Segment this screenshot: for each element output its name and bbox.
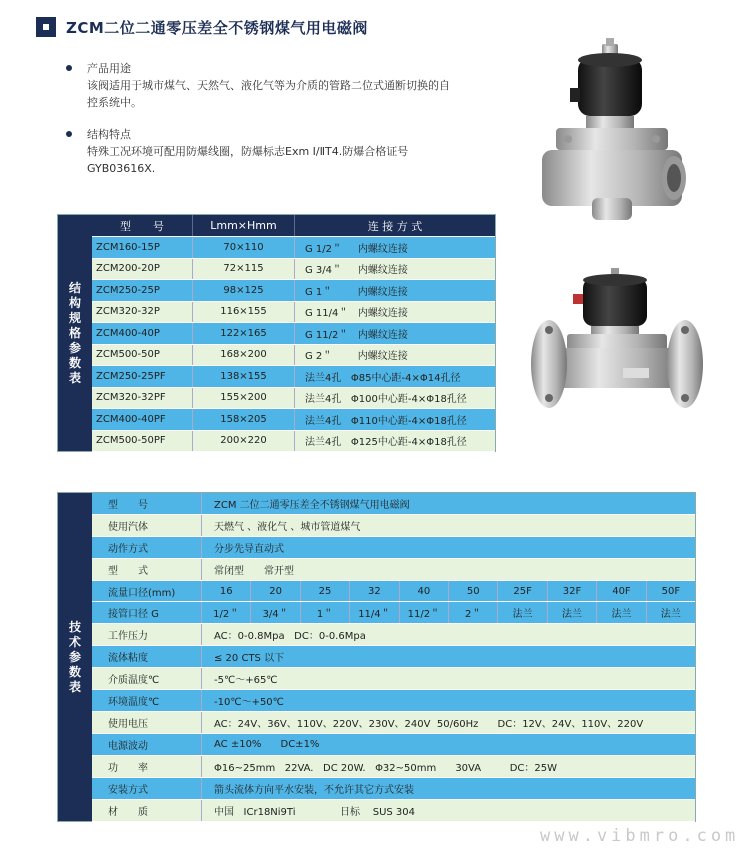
bore-cell: 25F [498,581,547,601]
table-row [92,388,495,410]
bore-cells [202,581,695,601]
header-size: Lmm×Hmm [193,215,295,236]
cell-size: 168×200 [193,345,295,366]
cell-size: 70×110 [193,237,295,258]
row-label: 使用电压 [92,712,202,733]
table-row [92,602,695,624]
table-row [92,537,695,559]
row-label: 流量口径(mm) [92,581,202,601]
cell-size: 138×155 [193,366,295,387]
bore-cell: 32F [548,581,597,601]
spec-table-side-label [58,215,92,451]
cell-model: ZCM400-40P [92,323,193,344]
row-label: 介质温度℃ [92,668,202,689]
title-bar [36,14,368,40]
table-header [92,215,495,237]
table-row [92,734,695,756]
bore-cell: 40 [400,581,449,601]
cell-model: ZCM250-25P [92,280,193,301]
row-value: ≤ 20 CTS 以下 [214,653,285,664]
cell-connection: G 1＂ 内螺纹连接 [305,286,408,298]
cell-model: ZCM160-15P [92,237,193,258]
spec-table [57,214,496,452]
row-value: Φ16~25mm 22VA. DC 20W. Φ32~50mm 30VA DC：25W [214,763,557,774]
cell-connection: G 1/2＂ 内螺纹连接 [305,243,408,255]
row-value: AC ±10% DC±1% [214,739,320,750]
row-label: 流体粘度 [92,646,202,667]
row-label: 使用汽体 [92,515,202,536]
pipe-cell: 11/2＂ [400,602,449,623]
cell-model: ZCM250-25PF [92,366,193,387]
side-char: 参 [68,649,81,664]
tech-table-grid [92,493,695,821]
cell-connection: 法兰4孔 Φ125中心距-4×Φ18孔径 [305,437,467,449]
table-row [92,431,495,453]
row-value: AC：0-0.8Mpa DC：0-0.6Mpa [214,631,366,642]
pipe-cell: 法兰 [548,602,597,623]
pipe-cell: 法兰 [498,602,547,623]
cell-connection: 法兰4孔 Φ110中心距-4×Φ18孔径 [305,415,467,427]
table-row [92,259,495,281]
cell-size: 98×125 [193,280,295,301]
side-char: 构 [68,295,81,310]
side-char: 结 [68,280,81,295]
usage-heading: 产品用途 [66,60,456,77]
row-label: 型 号 [92,493,202,514]
table-row [92,800,695,822]
side-char: 格 [68,325,81,340]
cell-size: 116×155 [193,302,295,323]
cell-model: ZCM400-40PF [92,409,193,430]
row-value: -10℃～+50℃ [214,697,284,708]
side-char: 技 [68,619,81,634]
watermark: www.vibmro.com [540,826,740,846]
usage-section [66,60,456,111]
spec-table-grid [92,215,495,451]
row-value: -5℃～+65℃ [214,675,278,686]
cell-size: 155×200 [193,388,295,409]
side-char: 表 [68,679,81,694]
table-row [92,756,695,778]
row-label: 电源波动 [92,734,202,755]
table-row [92,345,495,367]
bore-cell: 25 [301,581,350,601]
table-row [92,646,695,668]
side-char: 参 [68,340,81,355]
row-value: 天燃气 、液化气 、城市管道煤气 [214,522,361,533]
side-char: 术 [68,634,81,649]
bore-cell: 50 [449,581,498,601]
row-value: AC：24V、36V、110V、220V、230V、240V 50/60Hz DC：12V、24V、110V、220V [214,719,644,730]
table-row [92,778,695,800]
bore-cell: 16 [202,581,251,601]
side-char: 表 [68,370,81,385]
usage-body: 该阀适用于城市煤气、天然气、液化气等为介质的管路二位式通断切换的自控系统中。 [87,79,450,109]
cell-size: 122×165 [193,323,295,344]
cell-connection: G 11/2＂ 内螺纹连接 [305,329,408,341]
row-label: 动作方式 [92,537,202,558]
table-row [92,690,695,712]
side-char: 规 [68,310,81,325]
cell-model: ZCM500-50P [92,345,193,366]
bore-cell: 20 [251,581,300,601]
row-label: 功 率 [92,756,202,777]
row-label: 型 式 [92,559,202,580]
table-row [92,493,695,515]
pipe-cell: 1＂ [301,602,350,623]
row-label: 材 质 [92,800,202,821]
tech-table-side-label [58,493,92,821]
table-row [92,323,495,345]
bore-cell: 40F [597,581,646,601]
pipe-cells [202,602,695,623]
pipe-cell: 11/4＂ [350,602,399,623]
cell-connection: 法兰4孔 Φ100中心距-4×Φ18孔径 [305,394,467,406]
table-row [92,280,495,302]
row-value: ZCM 二位二通零压差全不锈钢煤气用电磁阀 [214,500,410,511]
pipe-cell: 1/2＂ [202,602,251,623]
row-label: 安装方式 [92,778,202,799]
pipe-cell: 2＂ [449,602,498,623]
structure-section [66,126,456,177]
row-value: 中国 ICr18Ni9Ti 日标 SUS 304 [214,807,416,818]
row-value: 箭头流体方向平水安装，不允许其它方式安装 [214,785,414,796]
cell-connection: G 3/4＂ 内螺纹连接 [305,265,408,277]
cell-size: 158×205 [193,409,295,430]
cell-size: 72×115 [193,259,295,280]
table-row [92,712,695,734]
table-row [92,515,695,537]
cell-size: 200×220 [193,431,295,452]
cell-model: ZCM200-20P [92,259,193,280]
structure-body: 特殊工况环境可配用防爆线圈，防爆标志Exm Ⅰ/ⅡT4.防爆合格证号GYB03616X. [87,145,409,175]
row-label: 接管口径 G [92,602,202,623]
flanged-valve-image [527,268,707,416]
table-row [92,409,495,431]
structure-heading: 结构特点 [66,126,456,143]
side-char: 数 [68,664,81,679]
table-row [92,668,695,690]
cell-connection: G 2＂ 内螺纹连接 [305,351,408,363]
table-row [92,302,495,324]
row-value: 常闭型 常开型 [214,566,294,577]
cell-model: ZCM500-50PF [92,431,193,452]
table-row [92,559,695,581]
tech-table [57,492,696,822]
cell-connection: 法兰4孔 Φ85中心距-4×Φ14孔径 [305,372,461,384]
cell-model: ZCM320-32PF [92,388,193,409]
table-row [92,624,695,646]
header-model: 型 号 [92,215,193,236]
table-row [92,237,495,259]
table-row [92,581,695,602]
bore-cell: 50F [661,585,681,597]
threaded-valve-image [534,38,694,228]
page-title: ZCM二位二通零压差全不锈钢煤气用电磁阀 [66,18,368,37]
square-bullet-icon [36,17,56,37]
cell-connection: G 11/4＂ 内螺纹连接 [305,308,408,320]
row-value: 分步先导直动式 [214,544,284,555]
pipe-cell: 法兰 [597,602,646,623]
row-label: 工作压力 [92,624,202,645]
header-connection: 连 接 方 式 [367,219,423,233]
pipe-cell: 3/4＂ [251,602,300,623]
row-label: 环境温度℃ [92,690,202,711]
pipe-cell: 法兰 [660,609,681,620]
cell-model: ZCM320-32P [92,302,193,323]
table-row [92,366,495,388]
bore-cell: 32 [350,581,399,601]
side-char: 数 [68,355,81,370]
